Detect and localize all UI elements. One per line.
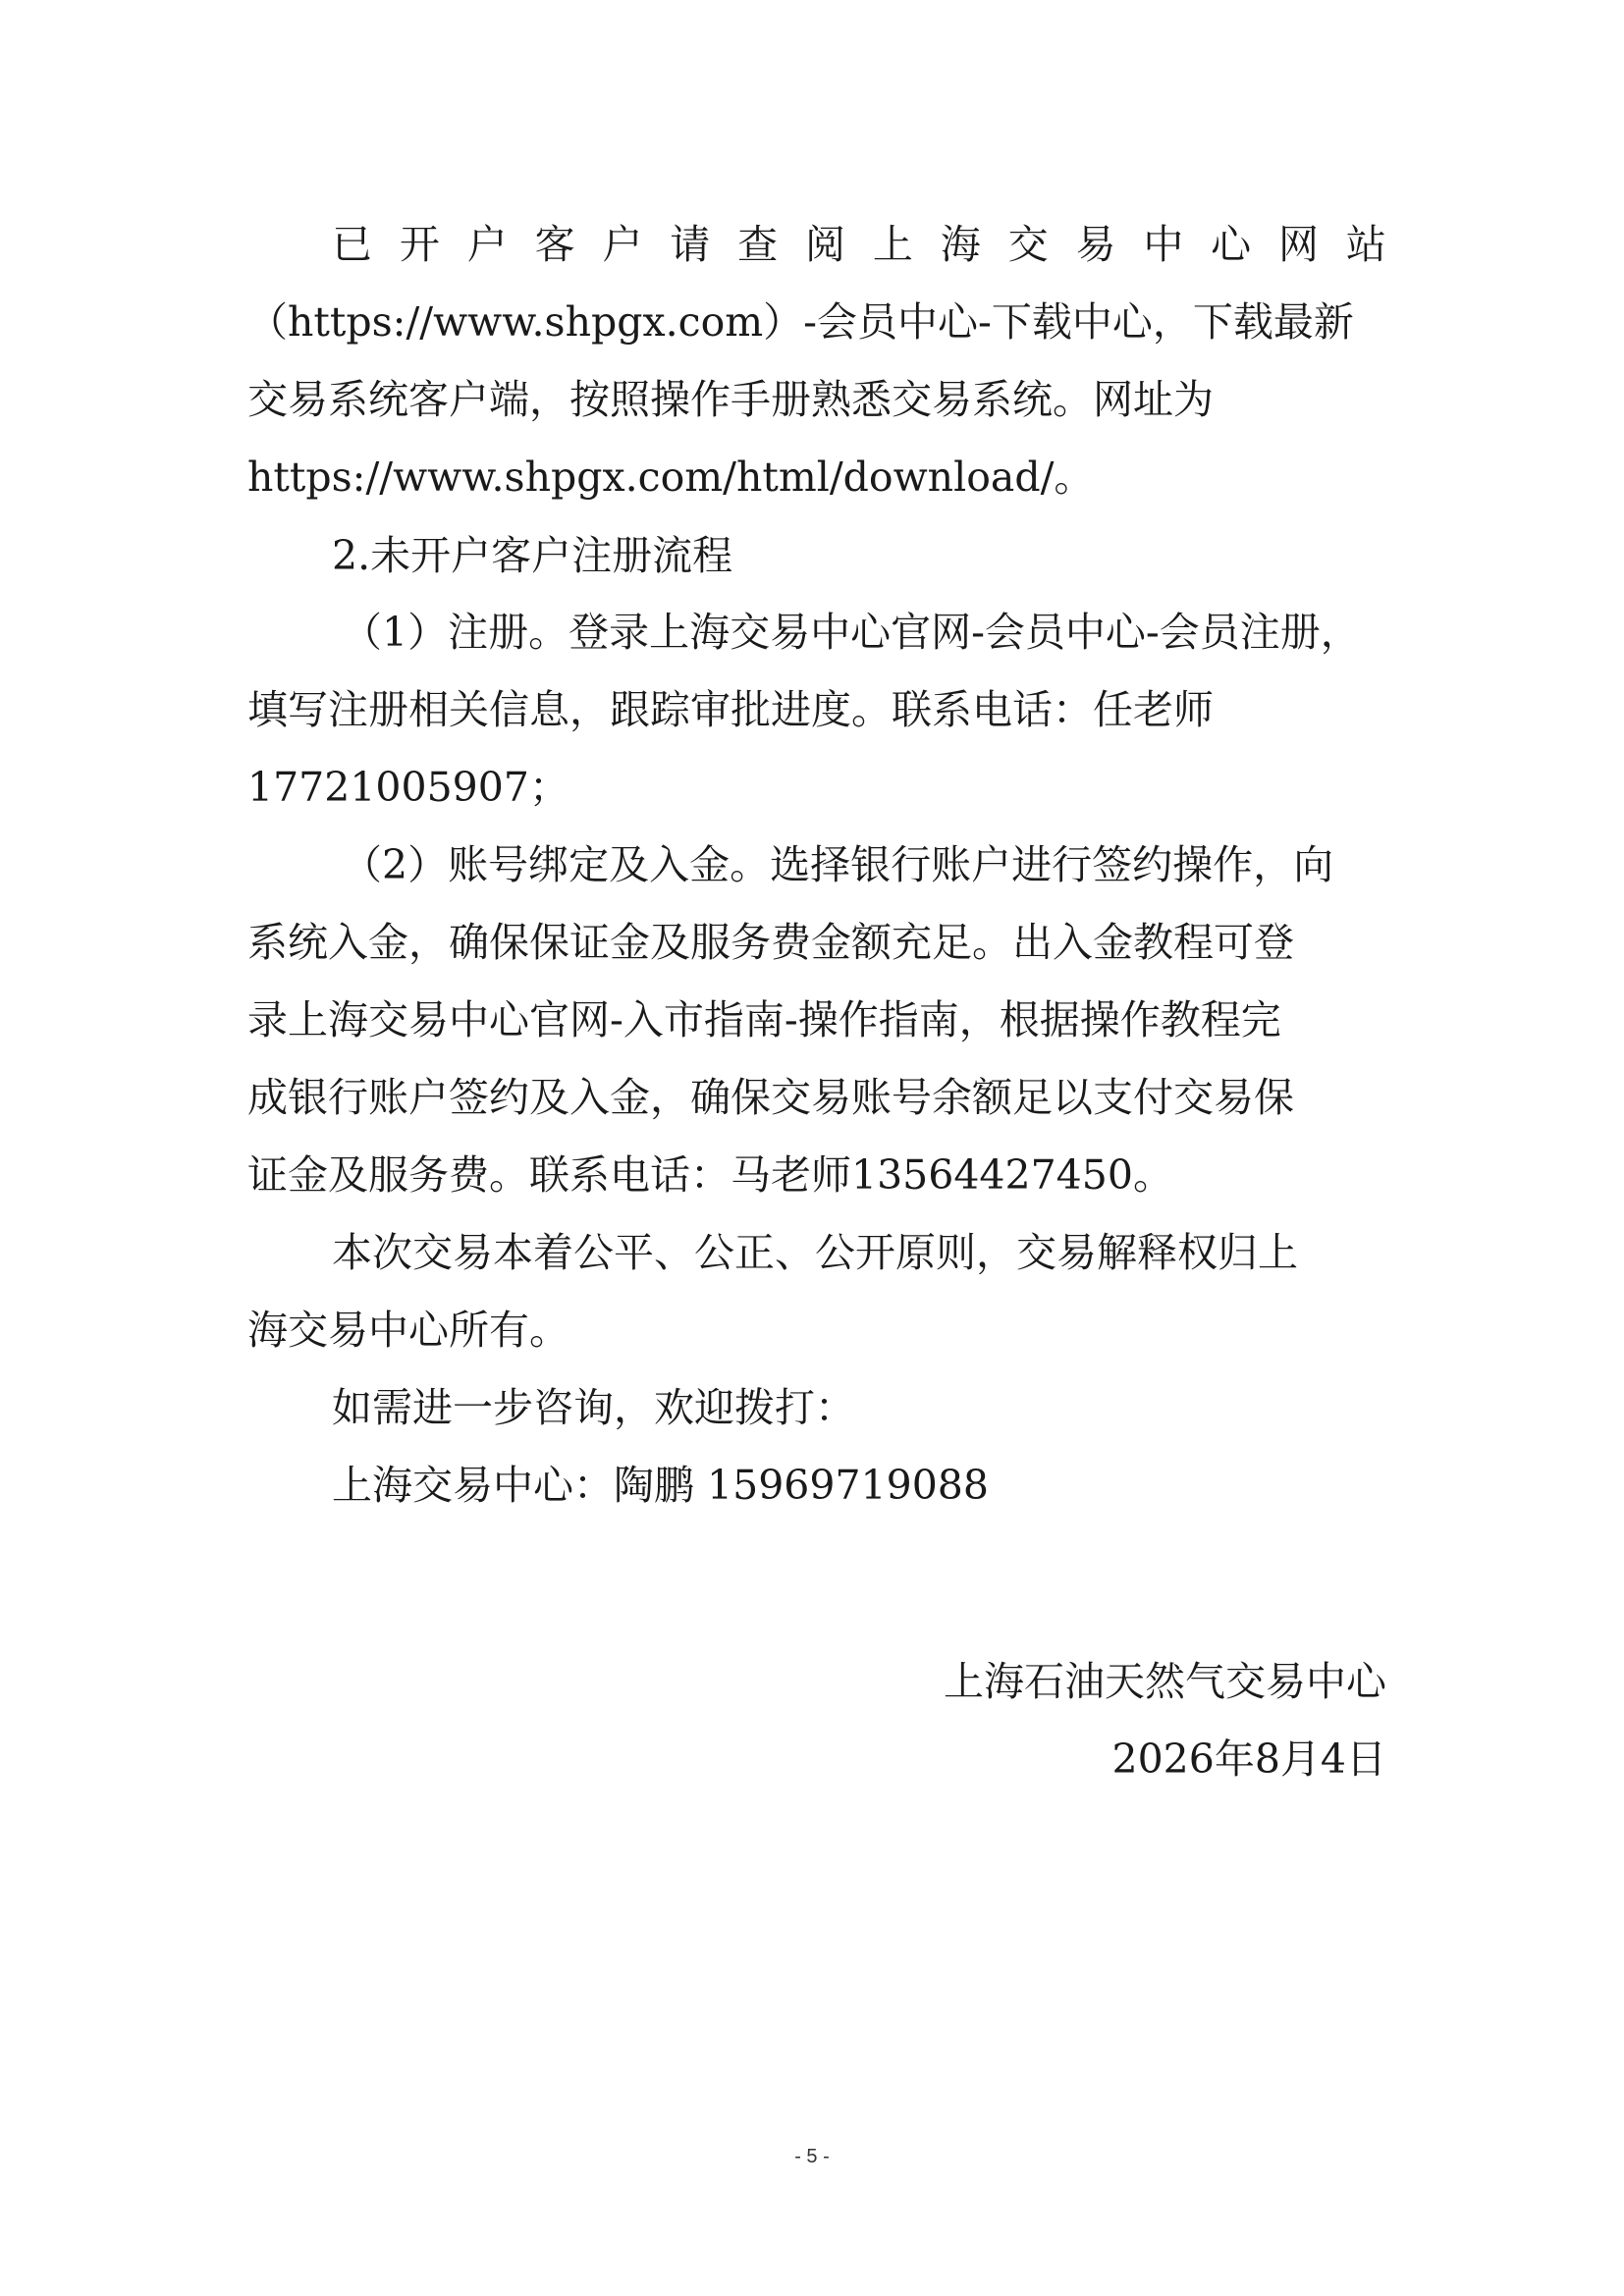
paragraph-line: 系统入金，确保保证金及服务费金额充足。出入金教程可登 [247, 919, 1294, 966]
justified-char: 查 [737, 221, 779, 268]
justified-char: 上 [872, 221, 913, 268]
justified-char: 心 [1211, 221, 1252, 268]
paragraph-line: 证金及服务费。联系电话：马老师13564427450。 [247, 1151, 1173, 1199]
justified-char: 易 [1075, 221, 1116, 268]
paragraph-line: 17721005907； [247, 764, 569, 811]
justified-char: 开 [399, 221, 440, 268]
paragraph-line: https://www.shpgx.com/html/download/。 [247, 454, 1095, 501]
paragraph-line: 本次交易本着公平、公正、公开原则，交易解释权归上 [332, 1229, 1298, 1276]
paragraph-line: （2）账号绑定及入金。选择银行账户进行签约操作，向 [342, 841, 1334, 888]
paragraph-download-client [247, 206, 1386, 516]
paragraph-contact [247, 1369, 1386, 1524]
paragraph-line: （https://www.shpgx.com）-会员中心-下载中心，下载最新 [247, 298, 1354, 346]
paragraph-line: 录上海交易中心官网-入市指南-操作指南，根据操作教程完 [247, 996, 1281, 1043]
justified-char: 中 [1143, 221, 1184, 268]
justified-char: 网 [1278, 221, 1320, 268]
page-number: - 5 - [794, 2146, 830, 2167]
signature-date: 2026年8月4日 [1111, 1735, 1386, 1783]
contact-line: 上海交易中心：陶鹏 15969719088 [332, 1462, 989, 1509]
paragraph-line: 成银行账户签约及入金，确保交易账号余额足以支付交易保 [247, 1074, 1294, 1121]
signature-organization: 上海石油天然气交易中心 [944, 1658, 1386, 1705]
justified-char: 阅 [805, 221, 846, 268]
section-heading [247, 517, 1386, 595]
heading-text: 2.未开户客户注册流程 [332, 532, 733, 579]
paragraph-line: 交易系统客户端，按照操作手册熟悉交易系统。网址为 [247, 376, 1214, 423]
paragraph-registration [247, 594, 1386, 827]
paragraph-line [247, 206, 1386, 284]
paragraph-line: 填写注册相关信息，跟踪审批进度。联系电话：任老师 [247, 686, 1214, 733]
paragraph-account-binding [247, 827, 1386, 1214]
justified-char: 已 [332, 221, 372, 268]
justified-char: 请 [670, 221, 711, 268]
justified-char: 客 [534, 221, 575, 268]
paragraph-line: （1）注册。登录上海交易中心官网-会员中心-会员注册， [342, 609, 1361, 656]
justified-line [332, 206, 1386, 284]
paragraph-line: 海交易中心所有。 [247, 1307, 569, 1354]
signature-block [944, 1643, 1386, 1798]
justified-char: 户 [466, 221, 508, 268]
justified-char: 交 [1007, 221, 1049, 268]
paragraph-principles [247, 1214, 1386, 1369]
justified-char: 海 [940, 221, 981, 268]
paragraph-line: 如需进一步咨询，欢迎拨打： [332, 1384, 855, 1431]
justified-char: 户 [602, 221, 643, 268]
justified-char: 站 [1345, 221, 1386, 268]
